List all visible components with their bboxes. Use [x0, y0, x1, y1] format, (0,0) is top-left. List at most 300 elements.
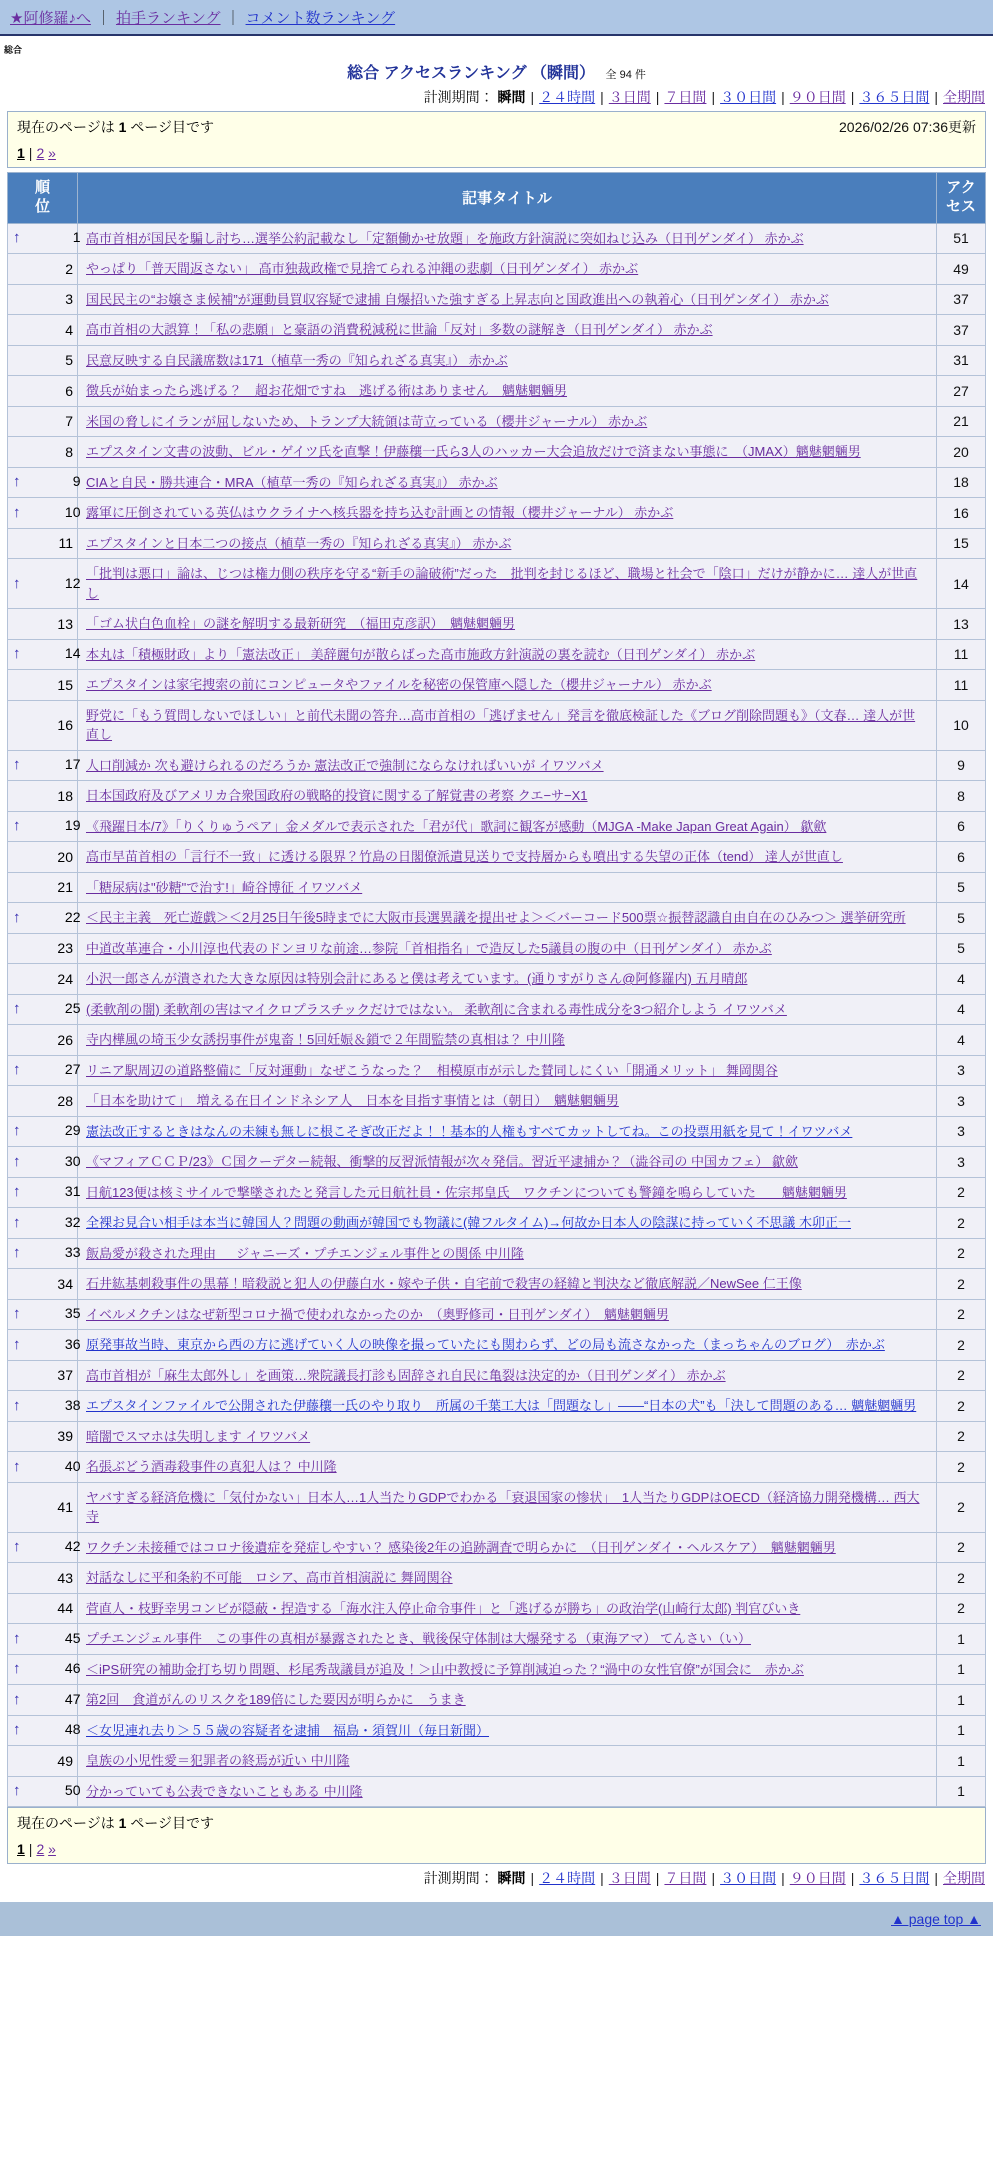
access-count: 11 [937, 639, 986, 670]
rank-up-icon: ↑ [13, 1782, 21, 1800]
rank-number: 4 [65, 321, 73, 338]
period-link-5[interactable]: ９０日間 [789, 1870, 846, 1886]
separator: | [28, 1841, 33, 1857]
rank-number: 28 [57, 1092, 73, 1109]
period-label: 計測期間： [423, 1870, 498, 1886]
access-count: 1 [937, 1654, 986, 1685]
article-link[interactable]: 第2回 食道がんのリスクを189倍にした要因が明らかに うまき [86, 1692, 466, 1707]
rank-cell [8, 1685, 81, 1716]
article-link[interactable]: エプスタインは家宅捜索の前にコンピュータやファイルを秘密の保管庫へ隠した（櫻井ジャーナル） 赤かぶ [86, 677, 712, 692]
rank-cell [8, 639, 81, 670]
rank-cell [8, 1269, 78, 1300]
rank-cell [8, 1330, 81, 1361]
period-link-4[interactable]: ３０日間 [720, 1870, 777, 1886]
table-row [8, 811, 986, 842]
period-link-2[interactable]: ３日間 [608, 1870, 651, 1886]
access-count: 11 [937, 670, 986, 701]
rank-number: 44 [57, 1600, 73, 1617]
access-count: 2 [937, 1269, 986, 1300]
table-row [8, 467, 986, 498]
rank-up-icon: ↑ [13, 645, 21, 663]
pagination-link-1[interactable]: 2 [36, 1841, 45, 1857]
rank-cell [8, 254, 78, 285]
rank-cell [8, 223, 81, 254]
rank-up-icon: ↑ [13, 1721, 21, 1739]
nav-link-1[interactable]: ★阿修羅♪へ [10, 10, 91, 27]
nav-link-3[interactable]: コメント数ランキング [245, 10, 396, 27]
article-link[interactable]: 憲法改正するときはなんの未練も無しに根こそぎ改正だよ！！基本的人権もすべてカットしてね。この投票用紙を見て！イワツバメ [86, 1123, 853, 1139]
rank-cell [8, 811, 81, 842]
rank-cell [8, 781, 78, 812]
rank-cell [8, 1715, 81, 1746]
article-title-cell [78, 639, 937, 670]
table-row [8, 1330, 986, 1361]
rank-up-icon: ↑ [13, 1335, 21, 1353]
article-link[interactable]: 「ゴム状白色血栓」の謎を解明する最新研究 （福田克彦訳） 魑魅魍魎男 [86, 616, 516, 631]
article-link[interactable]: ワクチン未接種ではコロナ後遺症を発症しやすい？ 感染後2年の追跡調査で明らかに （日刊ゲンダイ・ヘルスケア） 魑魅魍魎男 [86, 1539, 836, 1555]
period-link-3[interactable]: ７日間 [664, 1870, 707, 1886]
article-title-cell [78, 1116, 937, 1147]
rank-number: 3 [65, 291, 73, 308]
rank-cell [8, 670, 78, 701]
access-count: 31 [937, 345, 986, 376]
table-row [8, 1360, 986, 1391]
table-row [8, 700, 986, 750]
table-row [8, 223, 986, 254]
table-row [8, 1055, 986, 1086]
table-row [8, 406, 986, 437]
period-link-5[interactable]: ９０日間 [789, 89, 846, 105]
separator: | [28, 145, 33, 161]
article-title-cell [78, 1593, 937, 1624]
table-header-row [8, 173, 986, 224]
article-link[interactable]: 野党に「もう質問しないでほしい」と前代未聞の答弁…高市首相の「逃げません」発言を徹底検証した《ブログ削除問題も》（文春… 達人が世直し [86, 707, 916, 742]
article-link[interactable]: ＜iPS研究の補助金打ち切り問題、杉尾秀哉議員が追及！＞山中教授に予算削減迫った？“渦中の女性官僚”が国会に 赤かぶ [86, 1661, 804, 1677]
rank-up-icon: ↑ [13, 503, 21, 521]
rank-up-icon: ↑ [13, 1061, 21, 1079]
access-count: 6 [937, 811, 986, 842]
access-count: 6 [937, 842, 986, 873]
rank-number: 32 [64, 1213, 81, 1230]
separator: | [850, 89, 855, 105]
rank-number: 48 [64, 1721, 81, 1738]
access-count: 18 [937, 467, 986, 498]
table-row [8, 1563, 986, 1594]
page-title-line [0, 60, 993, 83]
rank-number: 17 [64, 756, 81, 773]
bottom-spacer [0, 1936, 993, 1970]
column-header-title: 記事タイトル [78, 173, 937, 224]
article-title-cell [78, 1654, 937, 1685]
article-link[interactable]: 菅直人・枝野幸男コンビが隠蔽・捏造する「海水注入停止命令事件」と「逃げるが勝ち」の政治学(山崎行太郎) 判官びいき [86, 1600, 801, 1616]
table-row [8, 872, 986, 903]
article-link[interactable]: 国民民主の“お嬢さま候補”が運動員買収容疑で逮捕 自爆招いた強すぎる上昇志向と国政進出への執着心（日刊ゲンダイ） 赤かぶ [86, 291, 829, 307]
period-link-1[interactable]: ２４時間 [539, 89, 596, 105]
page-top-bar [0, 1902, 993, 1936]
rank-cell [8, 1086, 78, 1117]
table-row [8, 1299, 986, 1330]
table-row [8, 528, 986, 559]
rank-number: 47 [64, 1690, 81, 1707]
rank-number: 36 [64, 1335, 81, 1352]
rank-number: 18 [57, 787, 73, 804]
rank-up-icon: ↑ [13, 1396, 21, 1414]
article-link[interactable]: 原発事故当時、東京から西の方に逃げていく人の映像を撮っていたにも関わらず、どの局も流さなかった（まっちゃんのブログ） 赤かぶ [86, 1337, 885, 1352]
period-link-4[interactable]: ３０日間 [720, 89, 777, 105]
rank-up-icon: ↑ [13, 1457, 21, 1475]
rank-cell [8, 842, 78, 873]
article-link[interactable]: 米国の脅しにイランが屈しないため、トランプ大統領は苛立っている（櫻井ジャーナル） 赤かぶ [86, 413, 648, 429]
rank-number: 49 [57, 1752, 73, 1769]
article-link[interactable]: やっぱり「普天間返さない」 高市独裁政権で見捨てられる沖縄の悲劇（日刊ゲンダイ） 赤かぶ [86, 261, 639, 276]
table-row [8, 498, 986, 529]
article-link[interactable]: ＜民主主義 死亡遊戯＞＜2月25日午後5時までに大阪市長選異議を提出せよ＞＜バーコード500票☆振替認識自由自在のひみつ＞ 選挙研究所 [86, 910, 906, 925]
article-title-cell [78, 1452, 937, 1483]
table-row [8, 609, 986, 640]
separator: | [711, 1870, 716, 1886]
rank-up-icon: ↑ [13, 1690, 21, 1708]
article-link[interactable]: 《飛躍日本/7》「りくりゅうペア」金メダルで表示された「君が代」歌詞に観客が感動（MJGA -Make Japan Great Again） 歙歛 [86, 818, 827, 834]
top-nav [0, 0, 993, 36]
article-link[interactable]: 人口削減か 次も避けられるのだろうか 憲法改正で強制にならなければいいが イワツバメ [86, 757, 604, 773]
article-link[interactable]: 飯島愛が殺された理由 ＿ ジャニーズ・プチエンジェル事件との関係 中川隆 [86, 1245, 524, 1261]
access-count: 2 [937, 1482, 986, 1532]
article-title-cell [78, 467, 937, 498]
table-row [8, 437, 986, 468]
pagination-link-2[interactable]: » [48, 1841, 56, 1857]
rank-cell [8, 437, 78, 468]
table-row [8, 639, 986, 670]
rank-number: 25 [64, 1000, 81, 1017]
rank-number: 1 [72, 229, 81, 246]
article-title-cell [78, 1421, 937, 1452]
access-count: 8 [937, 781, 986, 812]
rank-up-icon: ↑ [13, 756, 21, 774]
category-label: 総合 [4, 45, 23, 55]
period-link-6[interactable]: ３６５日間 [859, 1870, 930, 1886]
article-link[interactable]: 徴兵が始まったら逃げる？ 超お花畑ですね 逃げる術はありません 魑魅魍魎男 [86, 383, 568, 398]
rank-number: 12 [64, 574, 81, 591]
article-title-cell [78, 1532, 937, 1563]
access-count: 21 [937, 406, 986, 437]
rank-number: 8 [65, 443, 73, 460]
column-header-access: アクセス [937, 173, 986, 224]
period-current: 瞬間 [497, 1870, 526, 1886]
rank-number: 33 [64, 1244, 81, 1261]
period-link-7[interactable]: 全期間 [943, 89, 985, 105]
ranking-table [7, 172, 986, 1807]
page-info-bar-bottom [7, 1807, 986, 1864]
updated-timestamp: 2026/02/26 07:36更新 [839, 119, 976, 135]
article-title-cell [78, 1624, 937, 1655]
nav-link-2[interactable]: 拍手ランキング [115, 10, 221, 27]
article-link[interactable]: ヤバすぎる経済危機に「気付かない」日本人…1人当たりGDPでわかる「衰退国家の惨状」 1人当たりGDPはOECD（経済協力開発機構… 西大寺 [86, 1489, 920, 1524]
access-count: 2 [937, 1360, 986, 1391]
article-title-cell [78, 254, 937, 285]
access-count: 3 [937, 1116, 986, 1147]
article-link[interactable]: 民意反映する自民議席数は171（植草一秀の『知られざる真実』） 赤かぶ [86, 352, 508, 368]
rank-number: 13 [57, 615, 73, 632]
rank-cell [8, 1452, 81, 1483]
rank-up-icon: ↑ [13, 1538, 21, 1556]
rank-number: 26 [57, 1031, 73, 1048]
article-link[interactable]: プチエンジェル事件 この事件の真相が暴露されたとき、戦後保守体制は大爆発する（東海アマ） てんさい（い） [86, 1631, 751, 1646]
article-link[interactable]: 日航123便は核ミサイルで撃墜されたと発言した元日航社員・佐宗邦皇氏 ワクチンについても警鐘を鳴らしていた 魑魅魍魎男 [86, 1184, 847, 1200]
article-title-cell [78, 315, 937, 346]
access-count: 1 [937, 1776, 986, 1807]
rank-number: 20 [57, 848, 73, 865]
separator: | [655, 1870, 660, 1886]
access-count: 2 [937, 1452, 986, 1483]
access-count: 2 [937, 1177, 986, 1208]
rank-number: 23 [57, 940, 73, 957]
rank-cell [8, 1238, 81, 1269]
table-row [8, 1025, 986, 1056]
rank-cell [8, 609, 78, 640]
article-title-cell [78, 1563, 937, 1594]
rank-up-icon: ↑ [13, 1152, 21, 1170]
article-link[interactable]: 中道改革連合・小川淳也代表のドンヨリな前途…参院「首相指名」で造反した5議員の腹の中（日刊ゲンダイ） 赤かぶ [86, 940, 772, 956]
rank-number: 10 [64, 503, 81, 520]
article-title-cell [78, 376, 937, 407]
article-link[interactable]: 全裸お見合い相手は本当に韓国人？問題の動画が韓国でも物議に(韓フルタイム)→何故か日本人の陰謀に持っていく不思議 木卯正一 [86, 1215, 851, 1230]
article-title-cell [78, 1482, 937, 1532]
rank-cell [8, 406, 78, 437]
separator: | [655, 89, 660, 105]
article-link[interactable]: 高市早苗首相の「言行不一致」に透ける限界？竹島の日閣僚派遣見送りで支持層からも噴出する失望の正体（tend） 達人が世直し [86, 849, 843, 864]
rank-cell [8, 1360, 78, 1391]
rank-cell [8, 1746, 78, 1777]
access-count: 4 [937, 964, 986, 995]
article-title-cell [78, 1685, 937, 1716]
pagination-link-1[interactable]: 2 [36, 145, 45, 161]
rank-number: 37 [57, 1367, 73, 1384]
rank-number: 35 [64, 1305, 81, 1322]
period-link-1[interactable]: ２４時間 [539, 1870, 596, 1886]
rank-cell [8, 1177, 81, 1208]
period-link-6[interactable]: ３６５日間 [859, 89, 930, 105]
rank-number: 43 [57, 1569, 73, 1586]
article-link[interactable]: 石井紘基刺殺事件の黒幕！暗殺説と犯人の伊藤白水・嫁や子供・自宅前で殺害の経緯と判決など徹底解説／NewSee 仁王像 [86, 1276, 802, 1291]
article-link[interactable]: イベルメクチンはなぜ新型コロナ禍で使われなかったのか （奥野修司・日刊ゲンダイ） 魑魅魍魎男 [86, 1306, 669, 1322]
access-count: 14 [937, 559, 986, 609]
rank-number: 11 [58, 535, 73, 552]
article-title-cell [78, 1238, 937, 1269]
access-count: 1 [937, 1685, 986, 1716]
access-count: 13 [937, 609, 986, 640]
article-link[interactable]: 小沢一郎さんが潰された大きな原因は特別会計にあると僕は考えています。(通りすがりさん@阿修羅内) 五月晴郎 [86, 971, 748, 986]
period-link-2[interactable]: ３日間 [608, 89, 651, 105]
rank-number: 38 [64, 1396, 81, 1413]
rank-cell [8, 1532, 81, 1563]
table-row [8, 964, 986, 995]
article-link[interactable]: CIAと自民・勝共連合・MRA（植草一秀の『知られざる真実』） 赤かぶ [86, 474, 498, 490]
article-link[interactable]: 「日本を助けて」 増える在日インドネシア人 日本を目指す事情とは（朝日） 魑魅魍魎男 [86, 1093, 619, 1108]
table-row [8, 781, 986, 812]
pagination-top [17, 145, 976, 161]
rank-cell [8, 700, 78, 750]
access-count: 10 [937, 700, 986, 750]
rank-number: 41 [57, 1499, 73, 1515]
access-count: 2 [937, 1532, 986, 1563]
access-count: 27 [937, 376, 986, 407]
article-link[interactable]: 「糖尿病は"砂糖"で治す!」崎谷博征 イワツバメ [86, 879, 363, 895]
rank-number: 34 [57, 1275, 73, 1292]
access-count: 2 [937, 1593, 986, 1624]
table-row [8, 1269, 986, 1300]
article-link[interactable]: (柔軟剤の闇) 柔軟剤の害はマイクロプラスチックだけではない。 柔軟剤に含まれる毒性成分を3つ紹介しよう イワツバメ [86, 1001, 787, 1017]
article-link[interactable]: エプスタイン文書の波動、ビル・ゲイツ氏を直撃！伊藤穰一氏ら3人のハッカー大会追放だけで済まない事態に （JMAX）魑魅魍魎男 [86, 444, 861, 459]
table-row [8, 933, 986, 964]
article-link[interactable]: 暗闇でスマホは失明します イワツバメ [86, 1428, 311, 1444]
rank-cell [8, 994, 81, 1025]
rank-up-icon: ↑ [13, 473, 21, 491]
access-count: 4 [937, 994, 986, 1025]
rank-up-icon: ↑ [13, 1000, 21, 1018]
page-info-bar-top [7, 111, 986, 168]
rank-number: 42 [64, 1538, 81, 1555]
pagination-current-page: 1 [17, 1841, 25, 1857]
table-row [8, 750, 986, 781]
article-title-cell [78, 1299, 937, 1330]
article-link[interactable]: 皇族の小児性愛＝犯罪者の終焉が近い 中川隆 [86, 1753, 350, 1768]
rank-cell [8, 1624, 81, 1655]
rank-number: 22 [64, 908, 81, 925]
rank-up-icon: ↑ [13, 1660, 21, 1678]
rank-cell [8, 315, 78, 346]
rank-cell [8, 498, 81, 529]
period-current: 瞬間 [497, 89, 526, 105]
article-title-cell [78, 1086, 937, 1117]
table-row [8, 1421, 986, 1452]
rank-number: 39 [57, 1428, 73, 1445]
article-title-cell [78, 559, 937, 609]
rank-number: 9 [72, 473, 81, 490]
access-count: 5 [937, 903, 986, 934]
rank-up-icon: ↑ [13, 1244, 21, 1262]
article-link[interactable]: ＜女児連れ去り＞５５歳の容疑者を逮捕 福島・須賀川（毎日新聞） [86, 1722, 490, 1738]
period-link-7[interactable]: 全期間 [943, 1870, 985, 1886]
rank-up-icon: ↑ [13, 229, 21, 247]
article-title-cell [78, 670, 937, 701]
article-link[interactable]: 寺内樺風の埼玉少女誘拐事件が鬼畜！5回妊娠＆鎖で２年間監禁の真相は？ 中川隆 [86, 1032, 565, 1047]
access-count: 2 [937, 1238, 986, 1269]
table-row [8, 1593, 986, 1624]
article-title-cell [78, 933, 937, 964]
article-link[interactable]: エプスタインファイルで公開された伊藤穰一氏のやり取り 所属の千葉工大は「問題なし」――“日本の犬”も「決して問題のある… 魑魅魍魎男 [86, 1398, 917, 1413]
table-row [8, 1654, 986, 1685]
access-count: 1 [937, 1715, 986, 1746]
current-page-text: 現在のページは 1 ページ目です [17, 119, 215, 135]
rank-cell [8, 1147, 81, 1178]
article-link[interactable]: 分かっていても公表できないこともある 中川隆 [86, 1783, 363, 1799]
article-title-cell [78, 811, 937, 842]
separator: | [600, 1870, 604, 1886]
separator: ｜ [225, 10, 241, 27]
rank-up-icon: ↑ [13, 908, 21, 926]
rank-cell [8, 1055, 81, 1086]
article-link[interactable]: 本丸は「積極財政」より「憲法改正」 美辞麗句が散らばった高市施政方針演説の裏を読む（日刊ゲンダイ） 赤かぶ [86, 646, 756, 662]
article-link[interactable]: 《マフィアＣＣＰ/23》Ｃ国クーデター続報、衝撃的反習派情報が次々発信。習近平逮捕か？（澁谷司の 中国カフェ） 歙歛 [86, 1154, 798, 1169]
rank-number: 15 [57, 676, 73, 693]
article-title-cell [78, 1177, 937, 1208]
rank-up-icon: ↑ [13, 1213, 21, 1231]
rank-cell [8, 1116, 81, 1147]
article-link[interactable]: 名張ぶどう酒毒殺事件の真犯人は？ 中川隆 [86, 1459, 337, 1474]
table-row [8, 1715, 986, 1746]
table-row [8, 1147, 986, 1178]
rank-cell [8, 376, 78, 407]
article-link[interactable]: 対話なしに平和条約不可能 ロシア、高市首相演説に 舞岡関谷 [86, 1570, 453, 1585]
rank-cell [8, 1421, 78, 1452]
table-row [8, 254, 986, 285]
article-link[interactable]: 高市首相が「麻生太郎外し」を画策…衆院議長打診も固辞され自民に亀裂は決定的か（日刊ゲンダイ） 赤かぶ [86, 1367, 726, 1383]
article-link[interactable]: 日本国政府及びアメリカ合衆国政府の戦略的投資に関する了解覚書の考察 クエ−サ−X1 [86, 788, 588, 803]
table-row [8, 1685, 986, 1716]
article-title-cell [78, 750, 937, 781]
table-row [8, 1624, 986, 1655]
rank-number: 46 [64, 1660, 81, 1677]
access-count: 49 [937, 254, 986, 285]
article-title-cell [78, 345, 937, 376]
rank-cell [8, 1208, 81, 1239]
rank-number: 45 [64, 1629, 81, 1646]
article-title-cell [78, 781, 937, 812]
article-title-cell [78, 528, 937, 559]
rank-cell [8, 284, 78, 315]
article-title-cell [78, 872, 937, 903]
article-link[interactable]: 露軍に圧倒されている英仏はウクライナへ核兵器を持ち込む計画との情報（櫻井ジャーナル） 赤かぶ [86, 505, 674, 520]
table-row [8, 376, 986, 407]
article-title-cell [78, 1715, 937, 1746]
article-link[interactable]: 高市首相が国民を騙し討ち…選挙公約記載なし「定額働かせ放題」を施政方針演説に突如ねじ込み（日刊ゲンダイ） 赤かぶ [86, 230, 804, 246]
rank-cell [8, 933, 78, 964]
access-count: 2 [937, 1299, 986, 1330]
access-count: 20 [937, 437, 986, 468]
table-row [8, 1177, 986, 1208]
access-count: 2 [937, 1421, 986, 1452]
access-count: 51 [937, 223, 986, 254]
access-count: 2 [937, 1563, 986, 1594]
rank-cell [8, 1299, 81, 1330]
period-selector-bottom [0, 1868, 985, 1888]
table-row [8, 559, 986, 609]
article-title-cell [78, 842, 937, 873]
table-row [8, 1452, 986, 1483]
article-link[interactable]: リニア駅周辺の道路整備に「反対運動」なぜこうなった？ 相模原市が示した賛同しにくい「開通メリット」 舞岡関谷 [86, 1062, 778, 1078]
table-row [8, 1208, 986, 1239]
table-row [8, 1776, 986, 1807]
article-link[interactable]: エプスタインと日本二つの接点（植草一秀の『知られざる真実』） 赤かぶ [86, 535, 512, 551]
rank-number: 50 [64, 1782, 81, 1799]
pagination-link-2[interactable]: » [48, 145, 56, 161]
article-title-cell [78, 1208, 937, 1239]
article-title-cell [78, 903, 937, 934]
separator: | [934, 1870, 938, 1886]
separator: | [600, 89, 604, 105]
access-count: 37 [937, 315, 986, 346]
page-top-link[interactable]: ▲ page top ▲ [891, 1911, 981, 1927]
separator: | [781, 89, 785, 105]
rank-number: 6 [65, 382, 73, 399]
period-link-3[interactable]: ７日間 [664, 89, 707, 105]
rank-up-icon: ↑ [13, 1305, 21, 1323]
rank-number: 5 [65, 352, 73, 369]
article-link[interactable]: 高市首相の大誤算！「私の悲願」と豪語の消費税減税に世論「反対」多数の謎解き（日刊ゲンダイ） 赤かぶ [86, 322, 713, 337]
article-link[interactable]: 「批判は悪口」論は、じつは権力側の秩序を守る“新手の論破術”だった 批判を封じるほど、職場と社会で「陰口」だけが静かに… 達人が世直し [86, 566, 918, 601]
table-row [8, 1391, 986, 1422]
current-page-text: 現在のページは 1 ページ目です [17, 1815, 215, 1831]
